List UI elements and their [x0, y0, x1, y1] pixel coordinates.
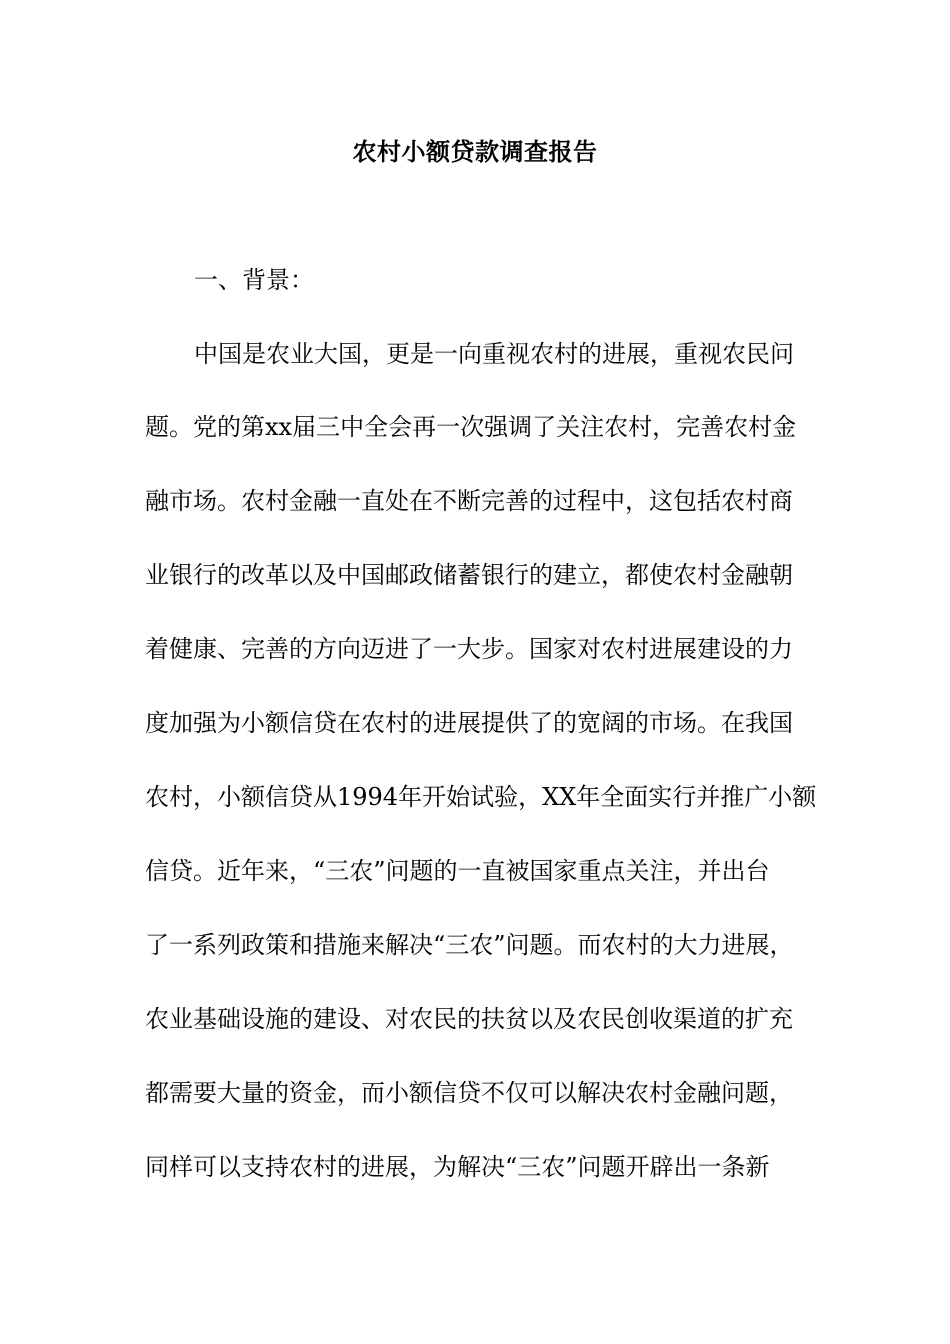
paragraph-line-11: 都需要大量的资金，而小额信贷不仅可以解决农村金融问题，: [145, 1079, 793, 1107]
section-heading-background: 一、背景：: [194, 266, 314, 294]
paragraph-line-6: 度加强为小额信贷在农村的进展提供了的宽阔的市场。在我国: [145, 709, 793, 737]
paragraph-line-8: 信贷。近年来，“三农”问题的一直被国家重点关注，并出台: [145, 857, 770, 885]
paragraph-line-7: 农村，小额信贷从1994年开始试验，XX年全面实行并推广小额: [145, 783, 817, 811]
paragraph-line-10: 农业基础设施的建设、对农民的扶贫以及农民创收渠道的扩充: [145, 1005, 793, 1033]
paragraph-line-9: 了一系列政策和措施来解决“三农”问题。而农村的大力进展，: [145, 931, 794, 959]
paragraph-line-3: 融市场。农村金融一直处在不断完善的过程中，这包括农村商: [145, 487, 793, 515]
document-title: 农村小额贷款调查报告: [352, 137, 598, 166]
paragraph-line-1: 中国是农业大国，更是一向重视农村的进展，重视农民问: [194, 340, 794, 368]
paragraph-line-2: 题。党的第xx届三中全会再一次强调了关注农村，完善农村金: [145, 413, 797, 441]
paragraph-line-4: 业银行的改革以及中国邮政储蓄银行的建立，都使农村金融朝: [145, 561, 793, 589]
paragraph-line-12: 同样可以支持农村的进展，为解决“三农”问题开辟出一条新: [145, 1153, 770, 1181]
paragraph-line-5: 着健康、完善的方向迈进了一大步。国家对农村进展建设的力: [145, 635, 793, 663]
